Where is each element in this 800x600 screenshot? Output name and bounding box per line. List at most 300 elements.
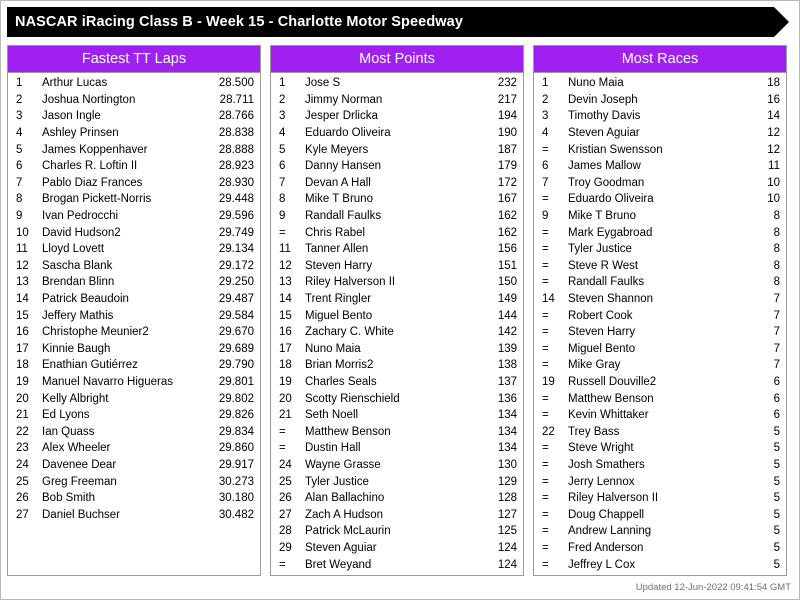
panel-most-points bbox=[270, 45, 524, 576]
table-row bbox=[534, 92, 786, 109]
table-row bbox=[534, 241, 786, 258]
row-position: 14 bbox=[542, 293, 555, 306]
row-driver-name: Troy Goodman bbox=[568, 176, 645, 189]
row-driver-name: Jeffrey L Cox bbox=[568, 558, 636, 571]
panel-title-fastest-tt-laps: Fastest TT Laps bbox=[8, 46, 260, 73]
table-row bbox=[8, 75, 260, 92]
row-position: 26 bbox=[16, 492, 29, 505]
table-row bbox=[534, 75, 786, 92]
title-bar bbox=[7, 7, 789, 37]
row-driver-name: Patrick McLaurin bbox=[305, 525, 391, 538]
row-value: 5 bbox=[773, 541, 780, 554]
row-driver-name: Ian Quass bbox=[42, 425, 95, 438]
row-value: 29.689 bbox=[218, 342, 254, 355]
row-value: 28.930 bbox=[218, 176, 254, 189]
row-position: 7 bbox=[542, 176, 549, 189]
row-position: 18 bbox=[16, 359, 29, 372]
row-position: 9 bbox=[542, 210, 549, 223]
row-position: 25 bbox=[279, 475, 292, 488]
table-row bbox=[534, 291, 786, 308]
table-row bbox=[534, 523, 786, 540]
row-value: 172 bbox=[497, 176, 517, 189]
row-position: = bbox=[542, 475, 549, 488]
row-driver-name: Mark Eygabroad bbox=[568, 226, 653, 239]
table-row bbox=[8, 141, 260, 158]
row-position: 16 bbox=[279, 326, 292, 339]
table-row bbox=[534, 506, 786, 523]
row-driver-name: Devin Joseph bbox=[568, 93, 638, 106]
table-row bbox=[8, 108, 260, 125]
row-position: = bbox=[542, 193, 549, 206]
table-row bbox=[271, 291, 523, 308]
row-position: 3 bbox=[542, 110, 549, 123]
row-value: 190 bbox=[497, 127, 517, 140]
table-row bbox=[8, 357, 260, 374]
row-driver-name: Davenee Dear bbox=[42, 458, 117, 471]
row-driver-name: Mike Gray bbox=[568, 359, 621, 372]
table-row bbox=[534, 274, 786, 291]
table-row bbox=[8, 440, 260, 457]
row-value: 130 bbox=[497, 458, 517, 471]
row-position: 2 bbox=[279, 93, 286, 106]
row-value: 194 bbox=[497, 110, 517, 123]
row-position: 16 bbox=[16, 326, 29, 339]
row-value: 8 bbox=[773, 259, 780, 272]
row-position: 14 bbox=[16, 293, 29, 306]
row-position: 21 bbox=[16, 409, 29, 422]
row-position: 19 bbox=[542, 375, 555, 388]
row-driver-name: Doug Chappell bbox=[568, 508, 645, 521]
row-value: 29.172 bbox=[218, 259, 254, 272]
table-row bbox=[271, 506, 523, 523]
row-value: 29.487 bbox=[218, 293, 254, 306]
row-value: 29.801 bbox=[218, 375, 254, 388]
row-position: 8 bbox=[16, 193, 23, 206]
row-driver-name: Eduardo Oliveira bbox=[568, 193, 654, 206]
table-row bbox=[271, 490, 523, 507]
row-driver-name: Steve Wright bbox=[568, 442, 634, 455]
row-value: 12 bbox=[767, 127, 780, 140]
row-value: 18 bbox=[767, 77, 780, 90]
row-value: 28.923 bbox=[218, 160, 254, 173]
row-position: 24 bbox=[279, 458, 292, 471]
row-value: 5 bbox=[773, 458, 780, 471]
row-value: 134 bbox=[497, 442, 517, 455]
table-row bbox=[8, 390, 260, 407]
row-position: 11 bbox=[279, 243, 291, 256]
row-value: 142 bbox=[497, 326, 517, 339]
row-driver-name: Jimmy Norman bbox=[305, 93, 383, 106]
row-value: 7 bbox=[773, 326, 780, 339]
row-value: 29.749 bbox=[218, 226, 254, 239]
row-driver-name: Brogan Pickett-Norris bbox=[42, 193, 152, 206]
row-position: 6 bbox=[16, 160, 23, 173]
row-driver-name: Nuno Maia bbox=[305, 342, 361, 355]
row-value: 137 bbox=[497, 375, 517, 388]
row-value: 30.180 bbox=[218, 492, 254, 505]
row-position: = bbox=[542, 508, 549, 521]
row-driver-name: Tanner Allen bbox=[305, 243, 369, 256]
table-row bbox=[271, 208, 523, 225]
row-driver-name: Matthew Benson bbox=[305, 425, 391, 438]
row-driver-name: Joshua Nortington bbox=[42, 93, 136, 106]
row-position: 15 bbox=[279, 309, 292, 322]
row-driver-name: Mike T Bruno bbox=[568, 210, 636, 223]
row-driver-name: Steve R West bbox=[568, 259, 639, 272]
row-position: = bbox=[542, 359, 549, 372]
row-driver-name: Bret Weyand bbox=[305, 558, 372, 571]
row-driver-name: Josh Smathers bbox=[568, 458, 645, 471]
row-driver-name: Lloyd Lovett bbox=[42, 243, 105, 256]
table-row bbox=[8, 291, 260, 308]
row-driver-name: Jose S bbox=[305, 77, 341, 90]
row-driver-name: Christophe Meunier2 bbox=[42, 326, 149, 339]
table-row bbox=[534, 457, 786, 474]
row-position: 20 bbox=[279, 392, 292, 405]
row-value: 151 bbox=[497, 259, 517, 272]
updated-timestamp: Updated 12-Jun-2022 09:41:54 GMT bbox=[635, 582, 791, 593]
row-driver-name: Dustin Hall bbox=[305, 442, 361, 455]
row-position: 28 bbox=[279, 525, 292, 538]
row-position: 21 bbox=[279, 409, 292, 422]
table-row bbox=[8, 423, 260, 440]
row-value: 162 bbox=[497, 210, 517, 223]
panel-most-races bbox=[533, 45, 787, 576]
row-driver-name: Nuno Maia bbox=[568, 77, 624, 90]
table-row bbox=[271, 341, 523, 358]
table-row bbox=[534, 407, 786, 424]
table-row bbox=[534, 357, 786, 374]
row-value: 128 bbox=[497, 492, 517, 505]
row-position: 29 bbox=[279, 541, 292, 554]
table-row bbox=[8, 341, 260, 358]
row-value: 5 bbox=[773, 558, 780, 571]
row-driver-name: Alex Wheeler bbox=[42, 442, 111, 455]
row-driver-name: Zachary C. White bbox=[305, 326, 394, 339]
row-driver-name: Fred Anderson bbox=[568, 541, 644, 554]
row-value: 29.670 bbox=[218, 326, 254, 339]
rows-most-races bbox=[534, 73, 786, 575]
row-driver-name: Brian Morris2 bbox=[305, 359, 374, 372]
table-row bbox=[534, 440, 786, 457]
row-position: 19 bbox=[16, 375, 29, 388]
row-value: 5 bbox=[773, 425, 780, 438]
row-position: = bbox=[542, 276, 549, 289]
panel-columns bbox=[7, 45, 789, 576]
row-driver-name: Russell Douville2 bbox=[568, 375, 657, 388]
row-value: 134 bbox=[497, 425, 517, 438]
row-position: 7 bbox=[16, 176, 23, 189]
row-driver-name: Kristian Swensson bbox=[568, 143, 663, 156]
row-driver-name: Zach A Hudson bbox=[305, 508, 383, 521]
row-value: 129 bbox=[497, 475, 517, 488]
row-position: 27 bbox=[16, 508, 29, 521]
row-position: 6 bbox=[542, 160, 549, 173]
table-row bbox=[271, 224, 523, 241]
row-driver-name: Miguel Bento bbox=[568, 342, 636, 355]
row-value: 138 bbox=[497, 359, 517, 372]
row-value: 8 bbox=[773, 226, 780, 239]
table-row bbox=[534, 175, 786, 192]
page-title: NASCAR iRacing Class B - Week 15 - Charlotte Motor Speedway bbox=[15, 14, 463, 30]
row-driver-name: David Hudson2 bbox=[42, 226, 121, 239]
title-corner-bottom-icon bbox=[774, 22, 789, 37]
row-position: = bbox=[542, 243, 549, 256]
row-position: 12 bbox=[16, 259, 29, 272]
row-value: 136 bbox=[497, 392, 517, 405]
row-value: 28.711 bbox=[219, 93, 254, 106]
row-position: 3 bbox=[279, 110, 286, 123]
row-driver-name: Eduardo Oliveira bbox=[305, 127, 391, 140]
row-value: 187 bbox=[497, 143, 517, 156]
table-row bbox=[8, 407, 260, 424]
row-driver-name: Bob Smith bbox=[42, 492, 96, 505]
row-position: = bbox=[542, 309, 549, 322]
row-driver-name: Steven Aguiar bbox=[568, 127, 640, 140]
row-driver-name: Chris Rabel bbox=[305, 226, 366, 239]
row-position: 14 bbox=[279, 293, 292, 306]
table-row bbox=[271, 175, 523, 192]
table-row bbox=[534, 490, 786, 507]
row-driver-name: Charles Seals bbox=[305, 375, 377, 388]
rows-most-points bbox=[271, 73, 523, 575]
row-value: 8 bbox=[773, 210, 780, 223]
table-row bbox=[8, 92, 260, 109]
table-row bbox=[8, 506, 260, 523]
row-driver-name: Scotty Rienschield bbox=[305, 392, 400, 405]
row-value: 30.273 bbox=[218, 475, 254, 488]
row-driver-name: Steven Harry bbox=[568, 326, 636, 339]
row-driver-name: Seth Noell bbox=[305, 409, 359, 422]
row-position: = bbox=[542, 492, 549, 505]
row-driver-name: James Koppenhaver bbox=[42, 143, 148, 156]
row-position: = bbox=[542, 458, 549, 471]
row-value: 10 bbox=[767, 176, 780, 189]
row-value: 134 bbox=[497, 409, 517, 422]
row-position: 13 bbox=[279, 276, 292, 289]
row-value: 28.500 bbox=[218, 77, 254, 90]
table-row bbox=[271, 374, 523, 391]
row-value: 28.766 bbox=[218, 110, 254, 123]
row-value: 12 bbox=[767, 143, 780, 156]
row-value: 29.134 bbox=[218, 243, 254, 256]
row-position: 4 bbox=[542, 127, 549, 140]
row-value: 7 bbox=[773, 359, 780, 372]
table-row bbox=[271, 75, 523, 92]
row-value: 5 bbox=[773, 508, 780, 521]
row-driver-name: Matthew Benson bbox=[568, 392, 654, 405]
table-row bbox=[534, 191, 786, 208]
table-row bbox=[534, 108, 786, 125]
table-row bbox=[534, 423, 786, 440]
row-position: 9 bbox=[16, 210, 23, 223]
row-driver-name: Jeffery Mathis bbox=[42, 309, 114, 322]
table-row bbox=[271, 357, 523, 374]
table-row bbox=[271, 141, 523, 158]
row-driver-name: Tyler Justice bbox=[568, 243, 632, 256]
row-position: 4 bbox=[279, 127, 286, 140]
row-position: 23 bbox=[16, 442, 29, 455]
row-value: 28.838 bbox=[218, 127, 254, 140]
row-value: 6 bbox=[773, 409, 780, 422]
row-value: 144 bbox=[497, 309, 517, 322]
table-row bbox=[534, 208, 786, 225]
table-row bbox=[534, 125, 786, 142]
row-driver-name: Tyler Justice bbox=[305, 475, 369, 488]
row-driver-name: Andrew Lanning bbox=[568, 525, 652, 538]
row-position: = bbox=[542, 342, 549, 355]
table-row bbox=[534, 158, 786, 175]
row-driver-name: Devan A Hall bbox=[305, 176, 371, 189]
row-value: 29.448 bbox=[218, 193, 254, 206]
row-position: = bbox=[542, 392, 549, 405]
row-position: 1 bbox=[16, 77, 23, 90]
row-value: 5 bbox=[773, 492, 780, 505]
table-row bbox=[271, 540, 523, 557]
row-driver-name: Alan Ballachino bbox=[305, 492, 385, 505]
row-driver-name: Riley Halverson II bbox=[305, 276, 396, 289]
row-position: 18 bbox=[279, 359, 292, 372]
row-value: 217 bbox=[497, 93, 517, 106]
row-position: 5 bbox=[16, 143, 23, 156]
row-value: 16 bbox=[767, 93, 780, 106]
row-value: 29.596 bbox=[218, 210, 254, 223]
row-position: 17 bbox=[16, 342, 29, 355]
table-row bbox=[534, 324, 786, 341]
row-driver-name: Steven Harry bbox=[305, 259, 373, 272]
row-value: 6 bbox=[773, 375, 780, 388]
row-driver-name: Robert Cook bbox=[568, 309, 633, 322]
row-driver-name: Charles R. Loftin II bbox=[42, 160, 138, 173]
row-position: = bbox=[542, 541, 549, 554]
row-value: 7 bbox=[773, 293, 780, 306]
row-value: 10 bbox=[767, 193, 780, 206]
row-value: 162 bbox=[497, 226, 517, 239]
row-value: 7 bbox=[773, 342, 780, 355]
row-position: 24 bbox=[16, 458, 29, 471]
table-row bbox=[8, 191, 260, 208]
row-position: 19 bbox=[279, 375, 292, 388]
row-driver-name: Randall Faulks bbox=[568, 276, 645, 289]
row-position: 7 bbox=[279, 176, 286, 189]
row-driver-name: Trent Ringler bbox=[305, 293, 372, 306]
table-row bbox=[534, 540, 786, 557]
table-row bbox=[271, 125, 523, 142]
row-value: 6 bbox=[773, 392, 780, 405]
rows-fastest-tt-laps bbox=[8, 73, 260, 525]
row-position: = bbox=[542, 326, 549, 339]
table-row bbox=[8, 175, 260, 192]
row-position: 26 bbox=[279, 492, 292, 505]
row-driver-name: Mike T Bruno bbox=[305, 193, 373, 206]
table-row bbox=[271, 457, 523, 474]
row-value: 150 bbox=[497, 276, 517, 289]
row-position: = bbox=[542, 226, 549, 239]
row-position: 1 bbox=[279, 77, 286, 90]
row-position: 4 bbox=[16, 127, 23, 140]
row-value: 29.790 bbox=[218, 359, 254, 372]
table-row bbox=[534, 141, 786, 158]
row-driver-name: Patrick Beaudoin bbox=[42, 293, 129, 306]
row-value: 29.860 bbox=[218, 442, 254, 455]
row-driver-name: Arthur Lucas bbox=[42, 77, 108, 90]
row-position: 20 bbox=[16, 392, 29, 405]
row-value: 29.834 bbox=[218, 425, 254, 438]
table-row bbox=[271, 258, 523, 275]
row-position: = bbox=[542, 409, 549, 422]
row-value: 124 bbox=[497, 558, 517, 571]
row-value: 8 bbox=[773, 276, 780, 289]
row-value: 29.802 bbox=[218, 392, 254, 405]
table-row bbox=[8, 158, 260, 175]
row-driver-name: Daniel Buchser bbox=[42, 508, 120, 521]
row-position: 27 bbox=[279, 508, 292, 521]
row-position: = bbox=[279, 226, 286, 239]
row-value: 7 bbox=[773, 309, 780, 322]
table-row bbox=[271, 423, 523, 440]
row-position: 6 bbox=[279, 160, 286, 173]
row-position: 1 bbox=[542, 77, 549, 90]
row-value: 29.917 bbox=[218, 458, 254, 471]
row-position: 17 bbox=[279, 342, 292, 355]
row-position: = bbox=[542, 442, 549, 455]
row-position: = bbox=[279, 558, 286, 571]
row-driver-name: Jesper Drlicka bbox=[305, 110, 378, 123]
row-value: 29.826 bbox=[218, 409, 254, 422]
table-row bbox=[534, 390, 786, 407]
row-position: 3 bbox=[16, 110, 23, 123]
table-row bbox=[534, 258, 786, 275]
table-row bbox=[534, 307, 786, 324]
table-row bbox=[8, 208, 260, 225]
row-driver-name: Kelly Albright bbox=[42, 392, 109, 405]
table-row bbox=[271, 92, 523, 109]
table-row bbox=[8, 274, 260, 291]
row-driver-name: Kinnie Baugh bbox=[42, 342, 111, 355]
row-driver-name: Enathian Gutiérrez bbox=[42, 359, 138, 372]
row-value: 125 bbox=[497, 525, 517, 538]
row-position: 2 bbox=[542, 93, 549, 106]
row-driver-name: Trey Bass bbox=[568, 425, 620, 438]
row-value: 139 bbox=[497, 342, 517, 355]
row-driver-name: Ashley Prinsen bbox=[42, 127, 119, 140]
row-value: 30.482 bbox=[218, 508, 254, 521]
row-value: 29.250 bbox=[218, 276, 254, 289]
row-value: 167 bbox=[497, 193, 517, 206]
row-driver-name: Sascha Blank bbox=[42, 259, 113, 272]
row-position: = bbox=[279, 425, 286, 438]
row-driver-name: Miguel Bento bbox=[305, 309, 373, 322]
row-driver-name: Brendan Blinn bbox=[42, 276, 115, 289]
row-value: 232 bbox=[497, 77, 517, 90]
row-value: 5 bbox=[773, 475, 780, 488]
row-position: 15 bbox=[16, 309, 29, 322]
row-value: 14 bbox=[767, 110, 780, 123]
table-row bbox=[8, 125, 260, 142]
row-driver-name: Pablo Diaz Frances bbox=[42, 176, 143, 189]
table-row bbox=[271, 191, 523, 208]
table-row bbox=[8, 490, 260, 507]
row-position: = bbox=[279, 442, 286, 455]
table-row bbox=[8, 324, 260, 341]
row-driver-name: Timothy Davis bbox=[568, 110, 641, 123]
row-position: 12 bbox=[279, 259, 292, 272]
table-row bbox=[534, 556, 786, 573]
row-driver-name: Kyle Meyers bbox=[305, 143, 369, 156]
table-row bbox=[271, 158, 523, 175]
table-row bbox=[8, 457, 260, 474]
row-value: 124 bbox=[497, 541, 517, 554]
